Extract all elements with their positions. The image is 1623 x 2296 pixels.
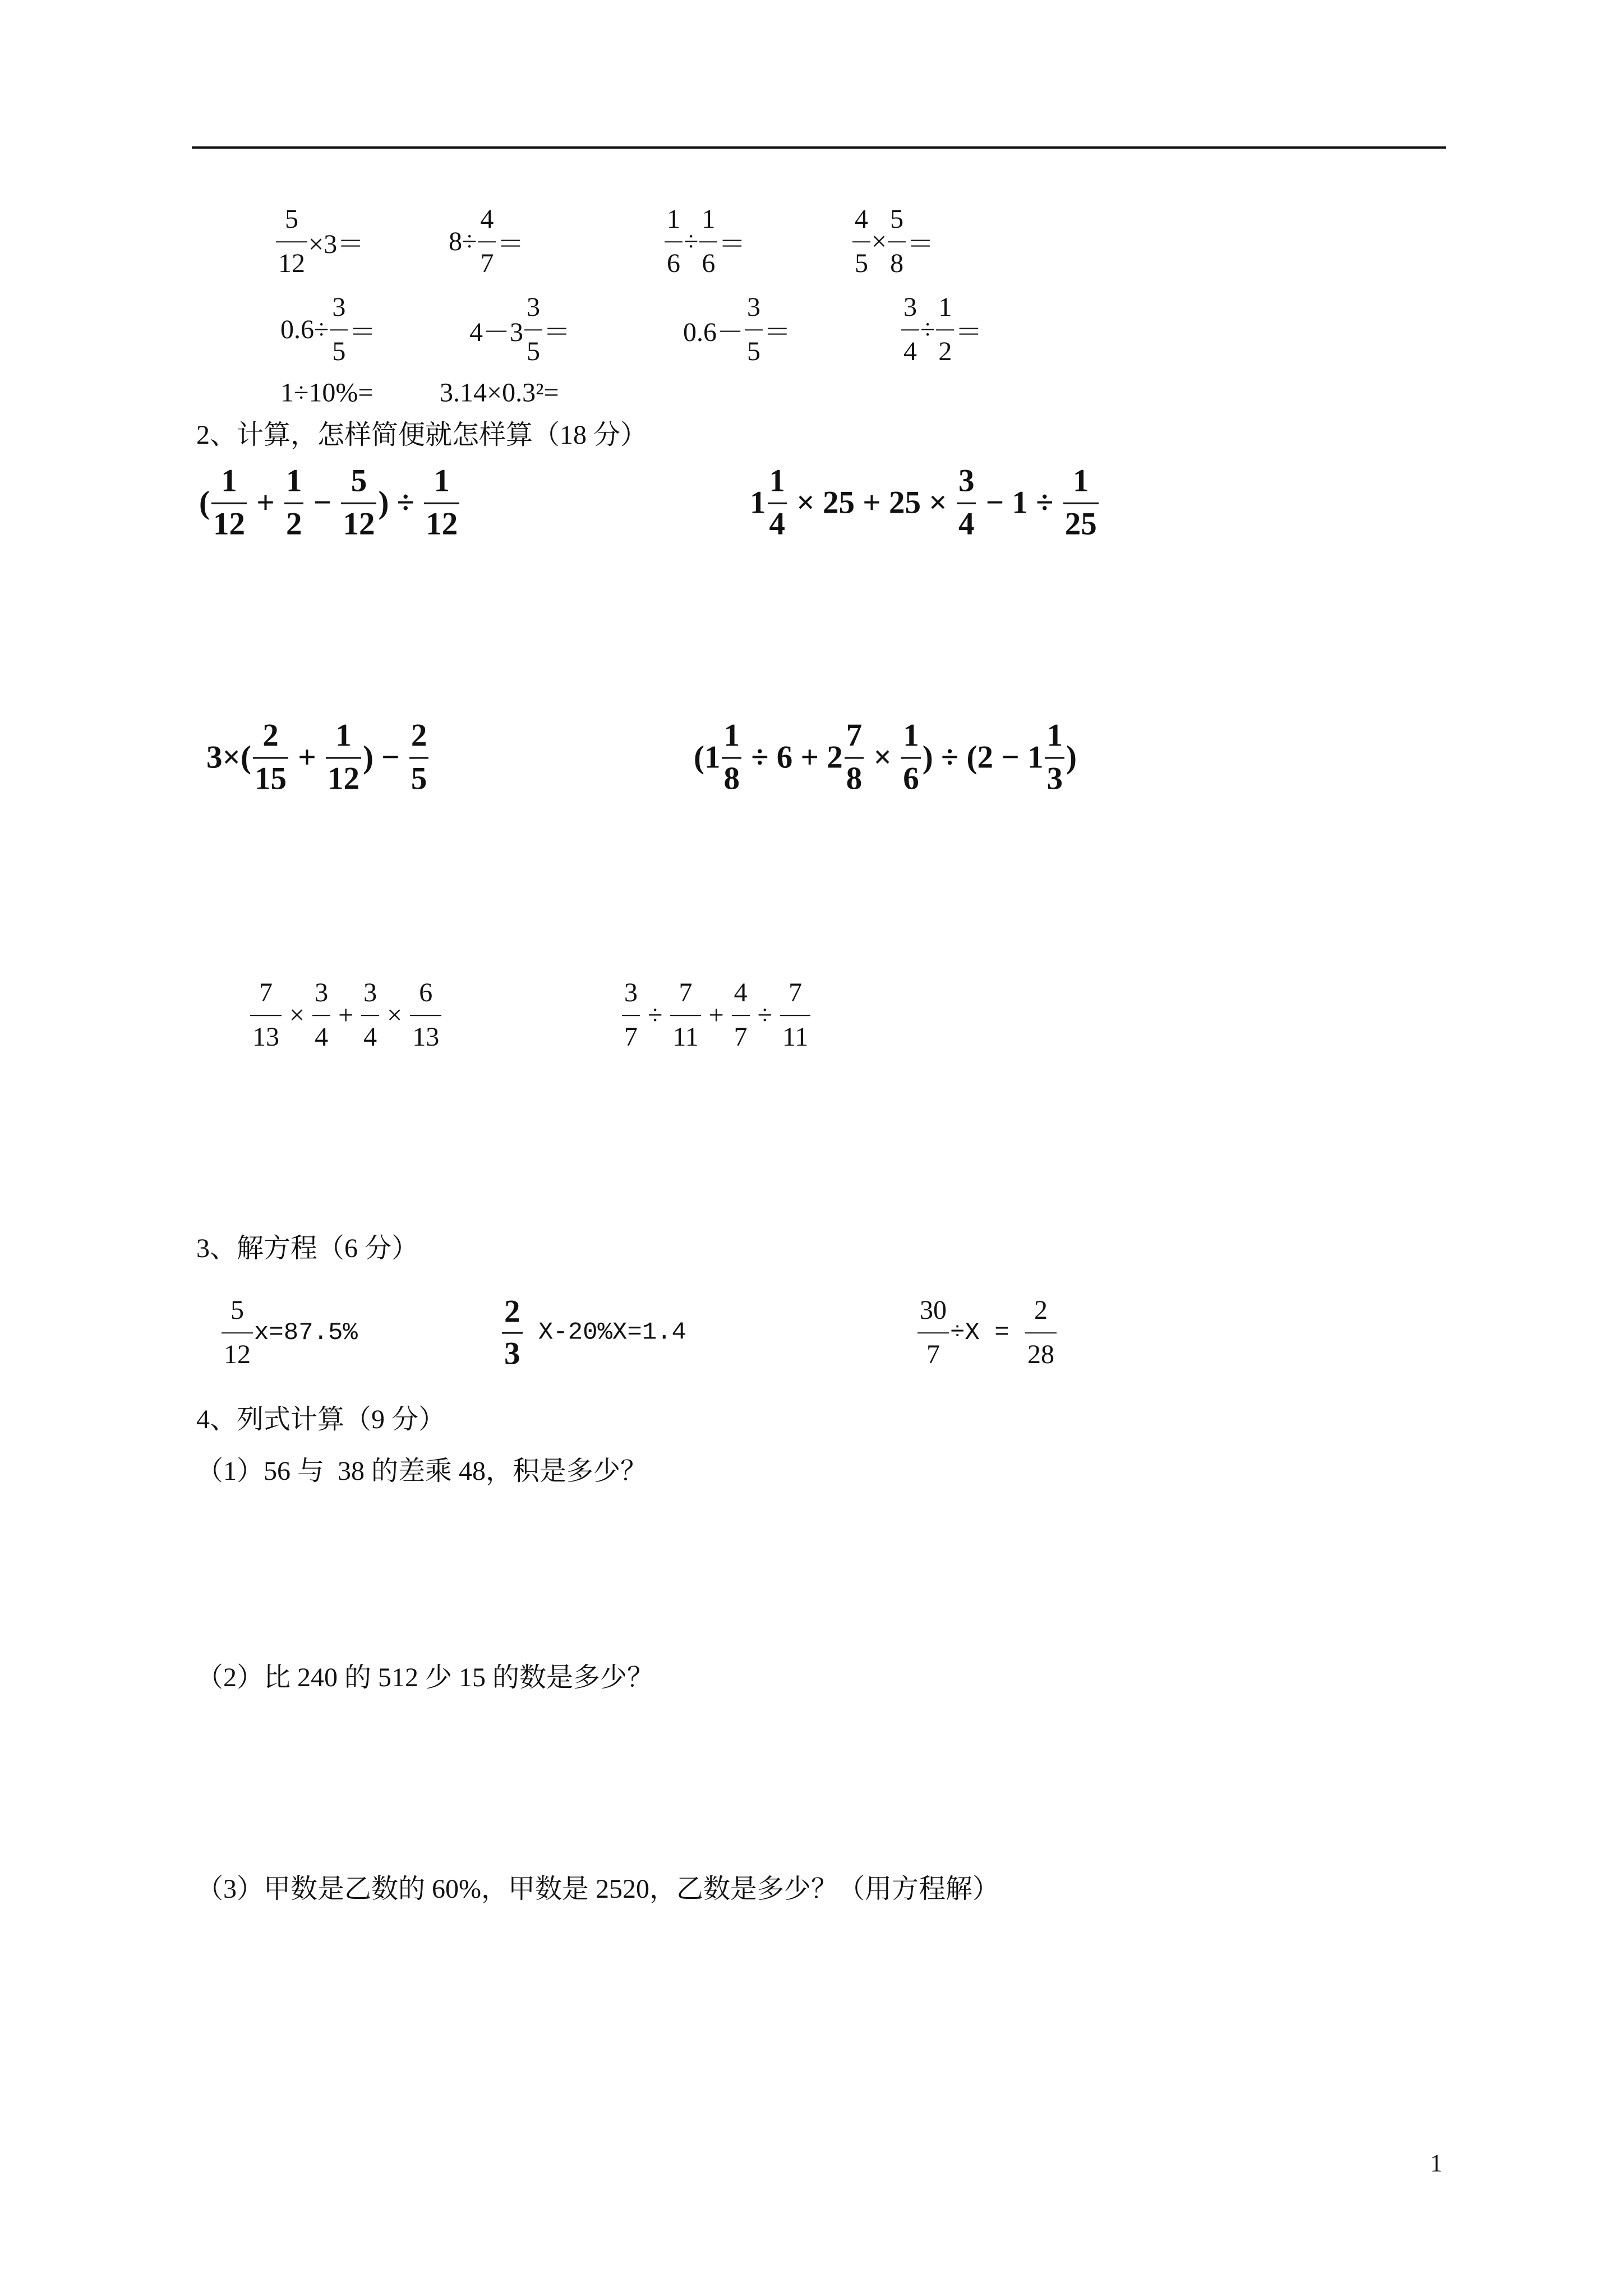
oral-calc-item-6 [469, 293, 570, 367]
denominator: 4 [769, 506, 785, 542]
denominator: 6 [702, 249, 716, 278]
denominator: 12 [224, 1340, 251, 1369]
numerator: 7 [846, 717, 863, 753]
fraction [901, 719, 921, 796]
numerator: 1 [434, 463, 450, 499]
fraction [478, 205, 496, 279]
fraction [670, 978, 700, 1052]
expression-text: ＝ [955, 318, 983, 348]
oral-calc-item-3 [663, 205, 745, 279]
fraction [699, 205, 717, 279]
simplify-expression-5 [242, 978, 449, 1052]
numerator: 1 [723, 717, 740, 753]
expression-text: + [708, 1000, 724, 1030]
expression-text: ÷ [757, 1000, 772, 1030]
expression-text: ÷ [648, 1000, 663, 1030]
fraction [312, 978, 330, 1052]
expression-text: ) − [362, 739, 408, 775]
denominator: 7 [624, 1022, 638, 1052]
fraction [936, 293, 954, 367]
denominator: 8 [890, 249, 904, 278]
expression-text: − [305, 485, 340, 521]
denominator: 12 [327, 761, 359, 797]
expression-text: 3.14×0.3²= [440, 378, 559, 408]
denominator: 11 [782, 1022, 809, 1052]
numerator: 1 [1072, 463, 1089, 499]
fraction [409, 719, 429, 796]
fraction [222, 1296, 253, 1370]
denominator: 3 [1046, 761, 1063, 797]
denominator: 3 [504, 1336, 520, 1372]
expression-text: x=87.5% [254, 1319, 358, 1347]
expression-text: − 1 ÷ [978, 485, 1062, 521]
denominator: 7 [734, 1022, 748, 1052]
section-4-title: 4、列式计算（9 分） [196, 1405, 446, 1435]
expression-text: 0.6－ [683, 318, 744, 348]
expression-text: ×3＝ [308, 229, 365, 260]
header-rule [192, 146, 1446, 149]
numerator: 4 [855, 204, 868, 234]
denominator: 8 [723, 761, 740, 797]
fraction [524, 293, 542, 367]
expression-text: ) ÷ (2 − 1 [922, 739, 1044, 775]
fraction [1025, 1296, 1057, 1370]
numerator: 6 [419, 978, 433, 1008]
simplify-expression-2 [750, 464, 1100, 541]
numerator: 7 [789, 978, 803, 1008]
word-problem-3: （3）甲数是乙数的 60%，甲数是 2520，乙数是多少？（用方程解） [196, 1874, 999, 1904]
word-problem-1: （1）56 与 38 的差乘 48，积是多少？ [196, 1456, 648, 1487]
denominator: 4 [363, 1022, 377, 1052]
numerator: 2 [262, 717, 279, 753]
denominator: 11 [672, 1022, 699, 1052]
oral-calc-item-7 [683, 293, 791, 367]
expression-text: ＝ [907, 229, 934, 260]
numerator: 4 [734, 978, 748, 1008]
expression-text: × [289, 1000, 305, 1030]
denominator: 4 [315, 1022, 329, 1052]
denominator: 5 [332, 337, 346, 366]
expression-text: X-20%X=1.4 [523, 1319, 686, 1347]
fraction [957, 464, 976, 541]
denominator: 12 [343, 506, 375, 542]
oral-calc-item-4 [851, 205, 934, 279]
expression-text: (1 [694, 739, 721, 775]
numerator: 5 [890, 204, 904, 234]
expression-text: ＝ [764, 318, 791, 348]
numerator: 5 [230, 1295, 244, 1326]
numerator: 30 [920, 1295, 947, 1326]
denominator: 7 [480, 249, 494, 278]
oral-calc-item-8 [900, 293, 982, 367]
simplify-expression-4 [694, 719, 1077, 796]
expression-text: 1 [750, 485, 766, 521]
expression-text: 0.6÷ [280, 315, 329, 345]
section-2-title: 2、计算，怎样简便就怎样算（18 分） [196, 420, 648, 450]
fraction [852, 205, 870, 279]
expression-text: ＝ [718, 229, 746, 260]
denominator: 2 [938, 337, 952, 366]
fraction [622, 978, 640, 1052]
expression-text: ＝ [497, 229, 524, 260]
denominator: 25 [1064, 506, 1097, 542]
fraction [361, 978, 379, 1052]
numerator: 3 [903, 292, 917, 323]
fraction [901, 293, 919, 367]
denominator: 28 [1027, 1340, 1055, 1369]
oral-calc-item-1 [275, 205, 364, 279]
expression-text: 1÷10%= [280, 378, 374, 408]
numerator: 2 [411, 717, 427, 753]
expression-text: 3×( [206, 739, 251, 775]
expression-text: ÷ [684, 227, 699, 257]
denominator: 5 [855, 249, 868, 278]
fraction [341, 464, 376, 541]
numerator: 7 [259, 978, 273, 1008]
numerator: 1 [903, 717, 919, 753]
fraction [330, 293, 348, 367]
expression-text: × [872, 227, 887, 257]
numerator: 1 [769, 463, 785, 499]
fraction [745, 293, 763, 367]
oral-calc-item-2 [449, 205, 524, 279]
word-problem-2: （2）比 240 的 512 少 15 的数是多少？ [196, 1663, 654, 1693]
numerator: 1 [938, 292, 952, 323]
expression-text: × [387, 1000, 403, 1030]
expression-text: + [338, 1000, 354, 1030]
denominator: 8 [846, 761, 863, 797]
numerator: 3 [624, 978, 638, 1008]
fraction [888, 205, 906, 279]
equation-3 [916, 1296, 1058, 1370]
numerator: 5 [351, 463, 367, 499]
numerator: 4 [480, 204, 494, 234]
expression-text: + [289, 739, 324, 775]
equation-1 [220, 1296, 358, 1370]
fraction [326, 719, 361, 796]
expression-text: ÷ 6 + 2 [743, 739, 843, 775]
denominator: 6 [667, 249, 680, 278]
numerator: 1 [335, 717, 352, 753]
oral-calc-item-9 [280, 378, 373, 408]
denominator: 4 [958, 506, 975, 542]
denominator: 2 [285, 506, 302, 542]
fraction [1045, 719, 1064, 796]
numerator: 1 [702, 204, 716, 234]
denominator: 5 [747, 337, 761, 366]
fraction [722, 719, 741, 796]
fraction [253, 719, 288, 796]
denominator: 5 [527, 337, 541, 366]
denominator: 12 [213, 506, 245, 542]
expression-text: 4－3 [469, 318, 524, 348]
fraction [284, 464, 304, 541]
section-3-title: 3、解方程（6 分） [196, 1234, 419, 1264]
expression-text: + [248, 485, 283, 521]
numerator: 1 [221, 463, 237, 499]
expression-text: ÷X = [950, 1319, 1025, 1347]
expression-text: ＝ [543, 318, 571, 348]
denominator: 7 [926, 1340, 940, 1369]
simplify-expression-6 [614, 978, 818, 1052]
denominator: 12 [426, 506, 458, 542]
numerator: 3 [958, 463, 975, 499]
fraction [732, 978, 750, 1052]
expression-text: ( [199, 485, 210, 521]
numerator: 3 [527, 292, 541, 323]
expression-text: ＝ [349, 318, 376, 348]
fraction [424, 464, 459, 541]
expression-text: ) [1066, 739, 1077, 775]
denominator: 6 [903, 761, 919, 797]
denominator: 12 [278, 249, 305, 278]
denominator: 15 [254, 761, 287, 797]
denominator: 5 [411, 761, 427, 797]
fraction [665, 205, 683, 279]
fraction [917, 1296, 949, 1370]
numerator: 2 [1034, 1295, 1048, 1326]
numerator: 7 [679, 978, 693, 1008]
numerator: 3 [315, 978, 329, 1008]
denominator: 13 [252, 1022, 279, 1052]
fraction [276, 205, 307, 279]
numerator: 3 [363, 978, 377, 1008]
numerator: 1 [667, 204, 680, 234]
expression-text: 8÷ [449, 227, 477, 257]
fraction [845, 719, 864, 796]
fraction [502, 1295, 523, 1371]
denominator: 13 [412, 1022, 440, 1052]
fraction [211, 464, 247, 541]
fraction [768, 464, 787, 541]
denominator: 4 [903, 337, 917, 366]
numerator: 1 [1046, 717, 1063, 753]
numerator: 5 [285, 204, 298, 234]
expression-text: ) ÷ [378, 485, 423, 521]
numerator: 1 [285, 463, 302, 499]
oral-calc-item-10 [440, 378, 559, 408]
fraction [780, 978, 810, 1052]
equation-2 [501, 1295, 686, 1371]
expression-text: × [865, 739, 900, 775]
fraction [410, 978, 441, 1052]
expression-text: ÷ [920, 315, 935, 345]
simplify-expression-3 [206, 719, 430, 796]
simplify-expression-1 [199, 464, 461, 541]
fraction [250, 978, 282, 1052]
oral-calc-item-5 [280, 293, 376, 367]
expression-text: × 25 + 25 × [789, 485, 955, 521]
page-number: 1 [1430, 2149, 1442, 2177]
numerator: 3 [747, 292, 761, 323]
fraction [1063, 464, 1099, 541]
numerator: 2 [504, 1294, 520, 1329]
numerator: 3 [332, 292, 346, 323]
